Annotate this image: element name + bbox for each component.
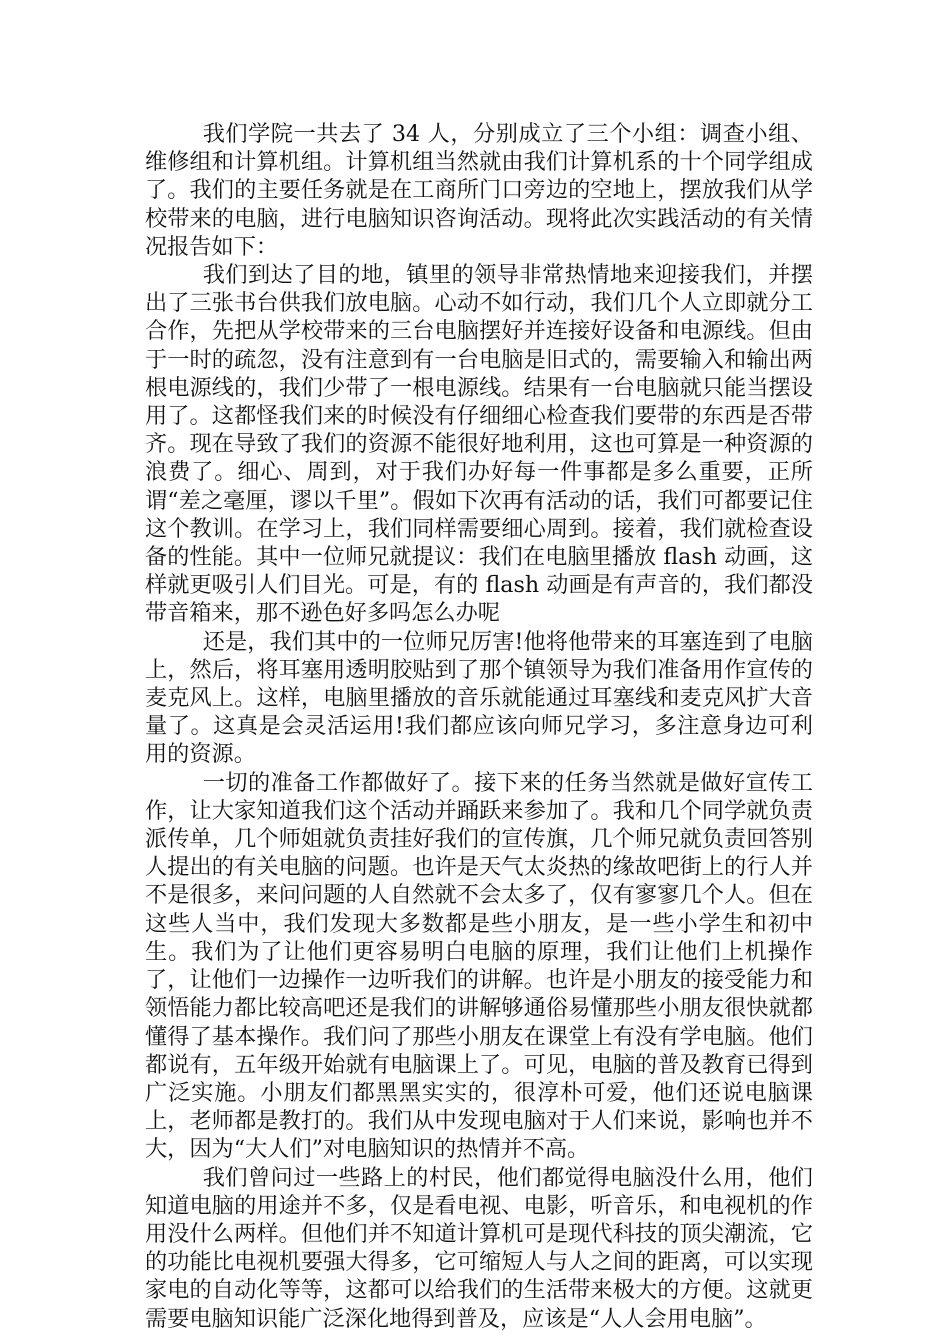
paragraph-team-intro: 我们学院一共去了 34 人，分别成立了三个小组：调查小组、维修组和计算机组。计算机组当然就由我们计算机系的十个同学组成了。我们的主要任务就是在工商所门口旁边的空地上，摆放我们从学校带来的电脑，进行电脑知识咨询活动。现将此次实践活动的有关情况报告如下：: [145, 121, 813, 260]
paragraph-villagers-view: 我们曾问过一些路上的村民，他们都觉得电脑没什么用，他们知道电脑的用途并不多，仅是看电视、电影，听音乐，和电视机的作用没什么两样。但他们并不知道计算机可是现代科技的顶尖潮流，它的功能比电视机要强大得多，它可缩短人与人之间的距离，可以实现家电的自动化等等，这都可以给我们的生活带来极大的方便。这就更需要电脑知识能广泛深化地得到普及，应该是“人人会用电脑”。: [145, 1164, 813, 1332]
paragraph-earphone-solution: 还是，我们其中的一位师兄厉害!他将他带来的耳塞连到了电脑上，然后，将耳塞用透明胶贴到了那个镇领导为我们准备用作宣传的麦克风上。这样，电脑里播放的音乐就能通过耳塞线和麦克风扩大音量了。这真是会灵活运用!我们都应该向师兄学习，多注意身边可利用的资源。: [145, 628, 813, 768]
paragraph-publicity-work: 一切的准备工作都做好了。接下来的任务当然就是做好宣传工作，让大家知道我们这个活动并踊跃来参加了。我和几个同学就负责派传单，几个师姐就负责挂好我们的宣传旗，几个师兄就负责回答别人提出的有关电脑的问题。也许是天气太炎热的缘故吧街上的行人并不是很多，来问问题的人自然就不会太多了，仅有寥寥几个人。但在这些人当中，我们发现大多数都是些小朋友，是一些小学生和初中生。我们为了让他们更容易明白电脑的原理，我们让他们上机操作了，让他们一边操作一边听我们的讲解。也许是小朋友的接受能力和领悟能力都比较高吧还是我们的讲解够通俗易懂那些小朋友很快就都懂得了基本操作。我们问了那些小朋友在课堂上有没有学电脑。他们都说有，五年级开始就有电脑课上了。可见，电脑的普及教育已得到广泛实施。小朋友们都黑黑实实的，很淳朴可爱，他们还说电脑课上，老师都是教打的。我们从中发现电脑对于人们来说，影响也并不大，因为“大人们”对电脑知识的热情并不高。: [145, 769, 813, 1163]
paragraph-setup-equipment: 我们到达了目的地，镇里的领导非常热情地来迎接我们，并摆出了三张书台供我们放电脑。心动不如行动，我们几个人立即就分工合作，先把从学校带来的三台电脑摆好并连接好设备和电源线。但由于一时的疏忽，没有注意到有一台电脑是旧式的，需要输入和输出两根电源线的，我们少带了一根电源线。结果有一台电脑就只能当摆设用了。这都怪我们来的时候没有仔细细心检查我们要带的东西是否带齐。现在导致了我们的资源不能很好地利用，这也可算是一种资源的浪费了。细心、周到，对于我们办好每一件事都是多么重要，正所谓“差之毫厘，谬以千里”。假如下次再有活动的话，我们可都要记住这个教训。在学习上，我们同样需要细心周到。接着，我们就检查设备的性能。其中一位师兄就提议：我们在电脑里播放 flash 动画，这样就更吸引人们目光。可是，有的 flash 动画是有声音的，我们都没带音箱来，那不逊色好多吗怎么办呢: [145, 262, 813, 627]
document-body: [145, 120, 813, 1333]
